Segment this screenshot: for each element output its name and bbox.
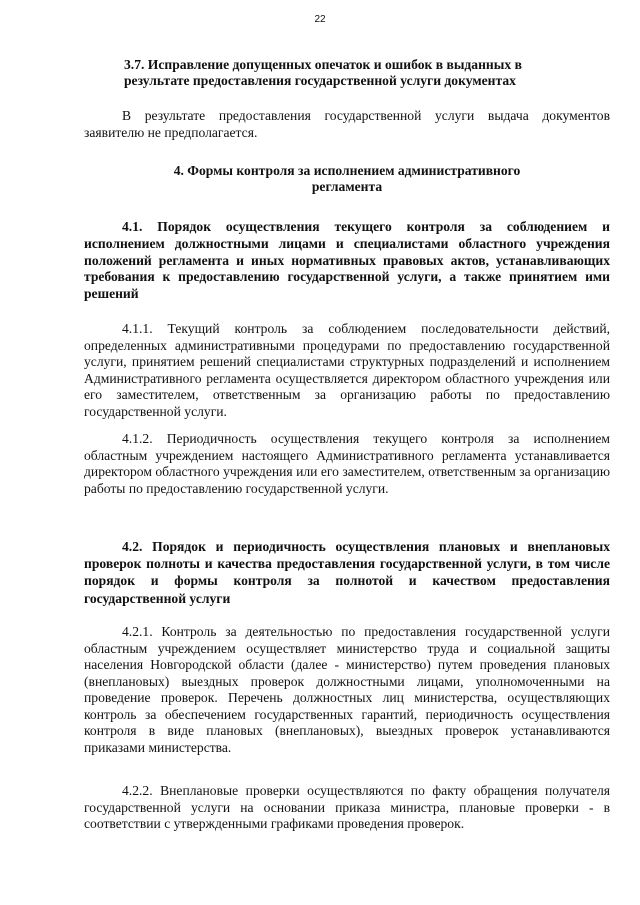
section-4-2-title: 4.2. Порядок и периодичность осуществления плановых и внеплановых проверок полноты и качества предоставления государственной услуги, в том числе порядок и формы контроля за полнотой и качеством предоставления государственной услуги — [84, 539, 610, 606]
section-4-1-2-paragraph: 4.1.2. Периодичность осуществления текущего контроля за исполнением областным учреждением настоящего Административного регламента устанавливается директором областного учреждения или его заместителем, ответственным за организацию работы по предоставлению государственной услуги. — [84, 431, 610, 496]
section-4-2-2-paragraph: 4.2.2. Внеплановые проверки осуществляются по факту обращения получателя государственной услуги на основании приказа министра, плановые проверки - в соответствии с утвержденными графиками проведения проверок. — [84, 783, 610, 831]
section-4-title-line1: 4. Формы контроля за исполнением административного — [173, 163, 521, 178]
section-4-title — [84, 163, 610, 195]
page-number: 22 — [314, 14, 326, 25]
section-3-7-body: В результате предоставления государственной услуги выдача документов заявителю не предполагается. — [84, 108, 610, 140]
section-4-1-1-paragraph: 4.1.1. Текущий контроль за соблюдением последовательности действий, определенных административными процедурами по предоставлению государственной услуги, принятием решений специалистами структурных подразделений и исполнением Административного регламента осуществляется директором областного учреждения или его заместителем, ответственным за организацию работы по предоставлению государственной услуги. — [84, 321, 610, 419]
section-3-7-title-line1: 3.7. Исправление допущенных опечаток и ошибок в выданных в — [124, 57, 522, 72]
section-4-1-title: 4.1. Порядок осуществления текущего контроля за соблюдением и исполнением должностными лицами и специалистами областного учреждения положений регламента и иных нормативных правовых актов, устанавливающих требования к предоставлению государственной услуги, а также принятием ими решений — [84, 219, 610, 302]
section-4-2-1-paragraph: 4.2.1. Контроль за деятельностью по предоставления государственной услуги областным учреждением осуществляет министерство труда и социальной защиты населения Новгородской области (далее - министерство) путем проведения плановых (внеплановых) выездных проверок должностными лицами, уполномоченными на проведение проверок. Перечень должностных лиц министерства, осуществляющих контроль за обеспечением государственных гарантий, периодичность осуществления контроля в виде плановых (внеплановых), выездных проверок устанавливаются приказами министерства. — [84, 624, 610, 755]
section-3-7-title — [124, 57, 610, 89]
section-4-title-line2: регламента — [311, 179, 383, 194]
section-3-7-title-line2: результате предоставления государственной услуги документах — [124, 73, 516, 88]
